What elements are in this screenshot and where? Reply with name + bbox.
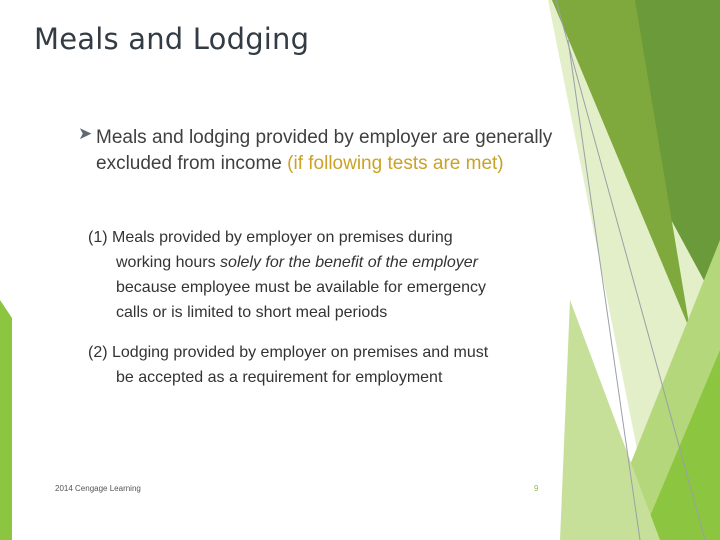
slide-title: Meals and Lodging [34,22,310,56]
subpoint-2-line-1: (2) Lodging provided by employer on premises and must [88,344,489,361]
subpoint-1-line-2 [88,250,558,275]
arrowhead-bullet-icon: ➤ [78,124,93,143]
footer-copyright: 2014 Cengage Learning [55,484,141,493]
subpoint-1-line-4: calls or is limited to short meal periods [116,304,388,321]
subpoint-1-emphasis: solely for the benefit of the employer [220,254,478,271]
subpoint-1-line-3: because employee must be available for emergency [116,279,486,296]
main-text-part1: Meals and lodging provided by employer are generally excluded from income [96,127,553,174]
subpoint-1-line-1: (1) Meals provided by employer on premises during [88,229,453,246]
subpoint-1-line-2a: working hours [116,254,221,271]
left-green-triangle [0,300,12,540]
subpoint-2 [88,340,558,390]
main-bullet-text [96,125,556,177]
subpoint-1 [88,225,558,325]
main-text-condition: (if following tests are met) [287,153,504,174]
subpoint-2-line-2: be accepted as a requirement for employment [116,369,443,386]
page-number: 9 [534,484,539,493]
